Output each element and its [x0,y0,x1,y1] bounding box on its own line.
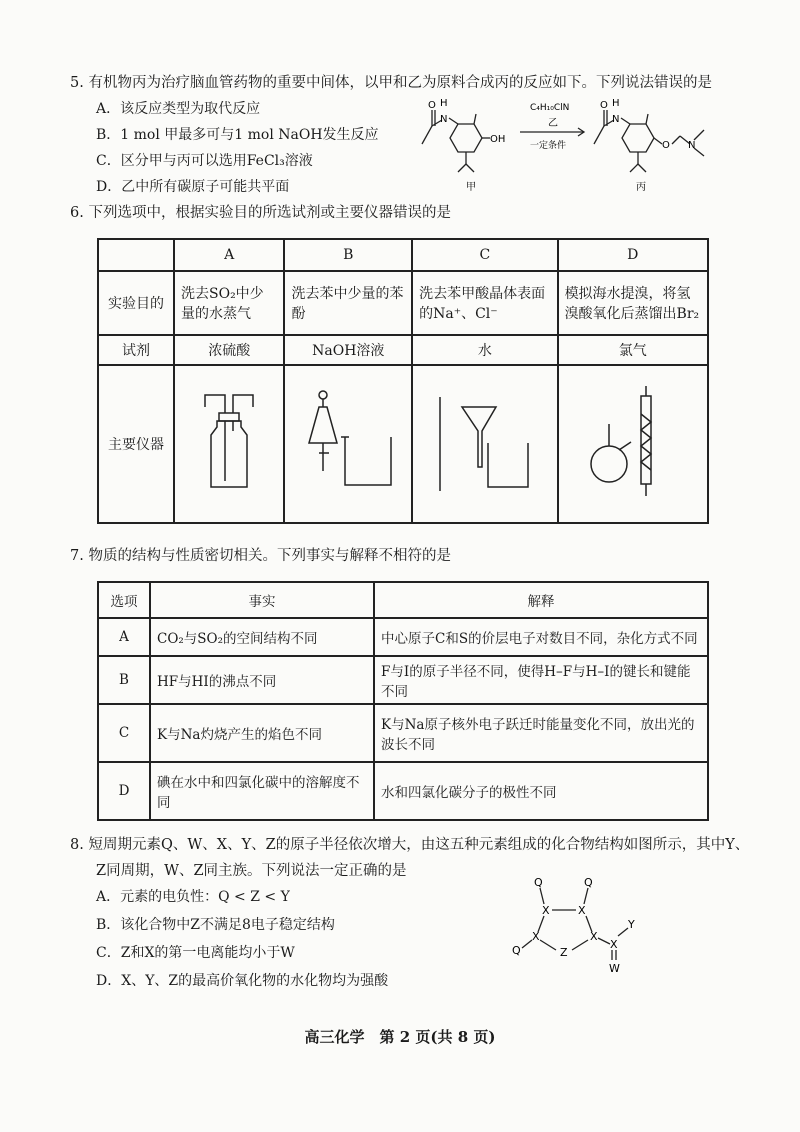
q6-stem-text: 下列选项中，根据实验目的所选试剂或主要仪器错误的是 [88,205,451,221]
table-row [98,762,708,820]
q6-stem [70,200,451,226]
label-jia: 甲 [466,182,476,193]
label-bing: 丙 [636,182,646,193]
q7-row-fact: K与Na灼烧产生的焰色不同 [150,704,374,762]
q5-stem [70,70,712,96]
separatory-funnel-icon [293,387,403,497]
q7-row-option: A [98,618,150,656]
q6-reagent-label: 试剂 [98,335,174,365]
q7-header-fact: 事实 [150,582,374,618]
q6-header-blank [98,239,174,271]
q7-header-option: 选项 [98,582,150,618]
distillation-apparatus-icon [583,384,683,500]
q6-header-c: C [412,239,557,271]
table-row [98,656,708,704]
q6-purpose-a: 洗去SO₂中少量的水蒸气 [174,271,284,335]
reaction-condition: 一定条件 [530,141,567,151]
atom-x-top-left: X [542,904,550,917]
q6-reagent-c: 水 [412,335,557,365]
q6-apparatus-c [412,365,557,523]
q7-row-fact: CO₂与SO₂的空间结构不同 [150,618,374,656]
gas-washing-bottle-icon [189,387,269,497]
q8-option-b: B．该化合物中Z不满足8电子稳定结构 [96,917,335,933]
q7-row-fact: HF与HI的沸点不同 [150,656,374,704]
reagent-name: 乙 [548,118,558,129]
q6-apparatus-label: 主要仪器 [98,365,174,523]
atom-q-top-right: Q [584,876,593,889]
q8-option-a: A．元素的电负性：Q < Z < Y [96,889,290,905]
q6-header-b: B [284,239,412,271]
reagent-formula: C₄H₁₀ClN [530,103,570,113]
q7-row-explain: F与I的原子半径不同，使得H–F与H–I的键长和键能不同 [374,656,708,704]
atom-q-left: Q [512,944,521,957]
q5-option-c: C．区分甲与丙可以选用FeCl₃溶液 [96,153,313,169]
atom-n-amine: N [688,140,696,151]
atom-oh: OH [490,134,506,145]
q8-number: 8. [70,837,84,853]
atom-y: Y [628,918,635,931]
atom-n-right: N [612,114,620,125]
q6-reagent-b: NaOH溶液 [284,335,412,365]
atom-n-left: N [440,114,448,125]
q6-apparatus-b [284,365,412,523]
atom-q-top-left: Q [534,876,543,889]
q7-row-explain: 水和四氯化碳分子的极性不同 [374,762,708,820]
atom-x-top-right: X [578,904,586,917]
q6-header-d: D [558,239,708,271]
page-footer: 高三化学 第 2 页(共 8 页) [304,1028,496,1046]
q6-purpose-d: 模拟海水提溴，将氢溴酸氧化后蒸馏出Br₂ [558,271,708,335]
table-row [98,704,708,762]
q5-option-a: A．该反应类型为取代反应 [96,101,261,117]
q8-option-d: D．X、Y、Z的最高价氧化物的水化物均为强酸 [96,973,389,989]
q7-header-explain: 解释 [374,582,708,618]
q5-reaction-scheme [418,96,728,206]
q6-reagent-a: 浓硫酸 [174,335,284,365]
atom-x-right: X [590,930,598,943]
q8-option-c: C．Z和X的第一电离能均小于W [96,945,295,961]
q8-stem-line1 [70,832,749,858]
q6-number: 6. [70,205,84,221]
q7-stem [70,543,451,569]
q5-option-d: D．乙中所有碳原子可能共平面 [96,179,290,195]
q6-apparatus-d [558,365,708,523]
table-row [98,618,708,656]
filter-funnel-icon [430,387,540,497]
q5-number: 5. [70,75,84,91]
q7-row-explain: 中心原子C和S的价层电子对数目不同，杂化方式不同 [374,618,708,656]
q6-header-a: A [174,239,284,271]
atom-h-right: H [612,98,620,109]
atom-x-branch: X [610,938,618,951]
q7-row-fact: 碘在水中和四氯化碳中的溶解度不同 [150,762,374,820]
q7-row-option: B [98,656,150,704]
q6-reagent-d: 氯气 [558,335,708,365]
q7-row-option: D [98,762,150,820]
q7-row-option: C [98,704,150,762]
q7-table [97,581,709,821]
q6-table [97,238,709,524]
q8-structure-diagram [500,874,680,984]
q6-apparatus-a [174,365,284,523]
q6-purpose-b: 洗去苯中少量的苯酚 [284,271,412,335]
atom-o-right: O [600,100,608,111]
atom-z: Z [560,946,568,959]
q7-row-explain: K与Na原子核外电子跃迁时能量变化不同，放出光的波长不同 [374,704,708,762]
q8-stem-line2: Z同周期，W、Z同主族。下列说法一定正确的是 [96,863,407,879]
q6-purpose-c: 洗去苯甲酸晶体表面的Na⁺、Cl⁻ [412,271,557,335]
q8-stem-text-1: 短周期元素Q、W、X、Y、Z的原子半径依次增大，由这五种元素组成的化合物结构如图所示，其中Y、 [88,837,750,853]
q5-option-b: B．1 mol 甲最多可与1 mol NaOH发生反应 [96,127,379,143]
atom-w: W [609,962,620,975]
q7-stem-text: 物质的结构与性质密切相关。下列事实与解释不相符的是 [88,548,451,564]
atom-o-left: O [428,100,436,111]
atom-o-ether: O [662,140,670,151]
atom-h-left: H [440,98,448,109]
q5-stem-text: 有机物丙为治疗脑血管药物的重要中间体，以甲和乙为原料合成丙的反应如下。下列说法错误的是 [88,75,712,91]
q6-purpose-label: 实验目的 [98,271,174,335]
q7-number: 7. [70,548,84,564]
atom-x-left: X [532,930,540,943]
